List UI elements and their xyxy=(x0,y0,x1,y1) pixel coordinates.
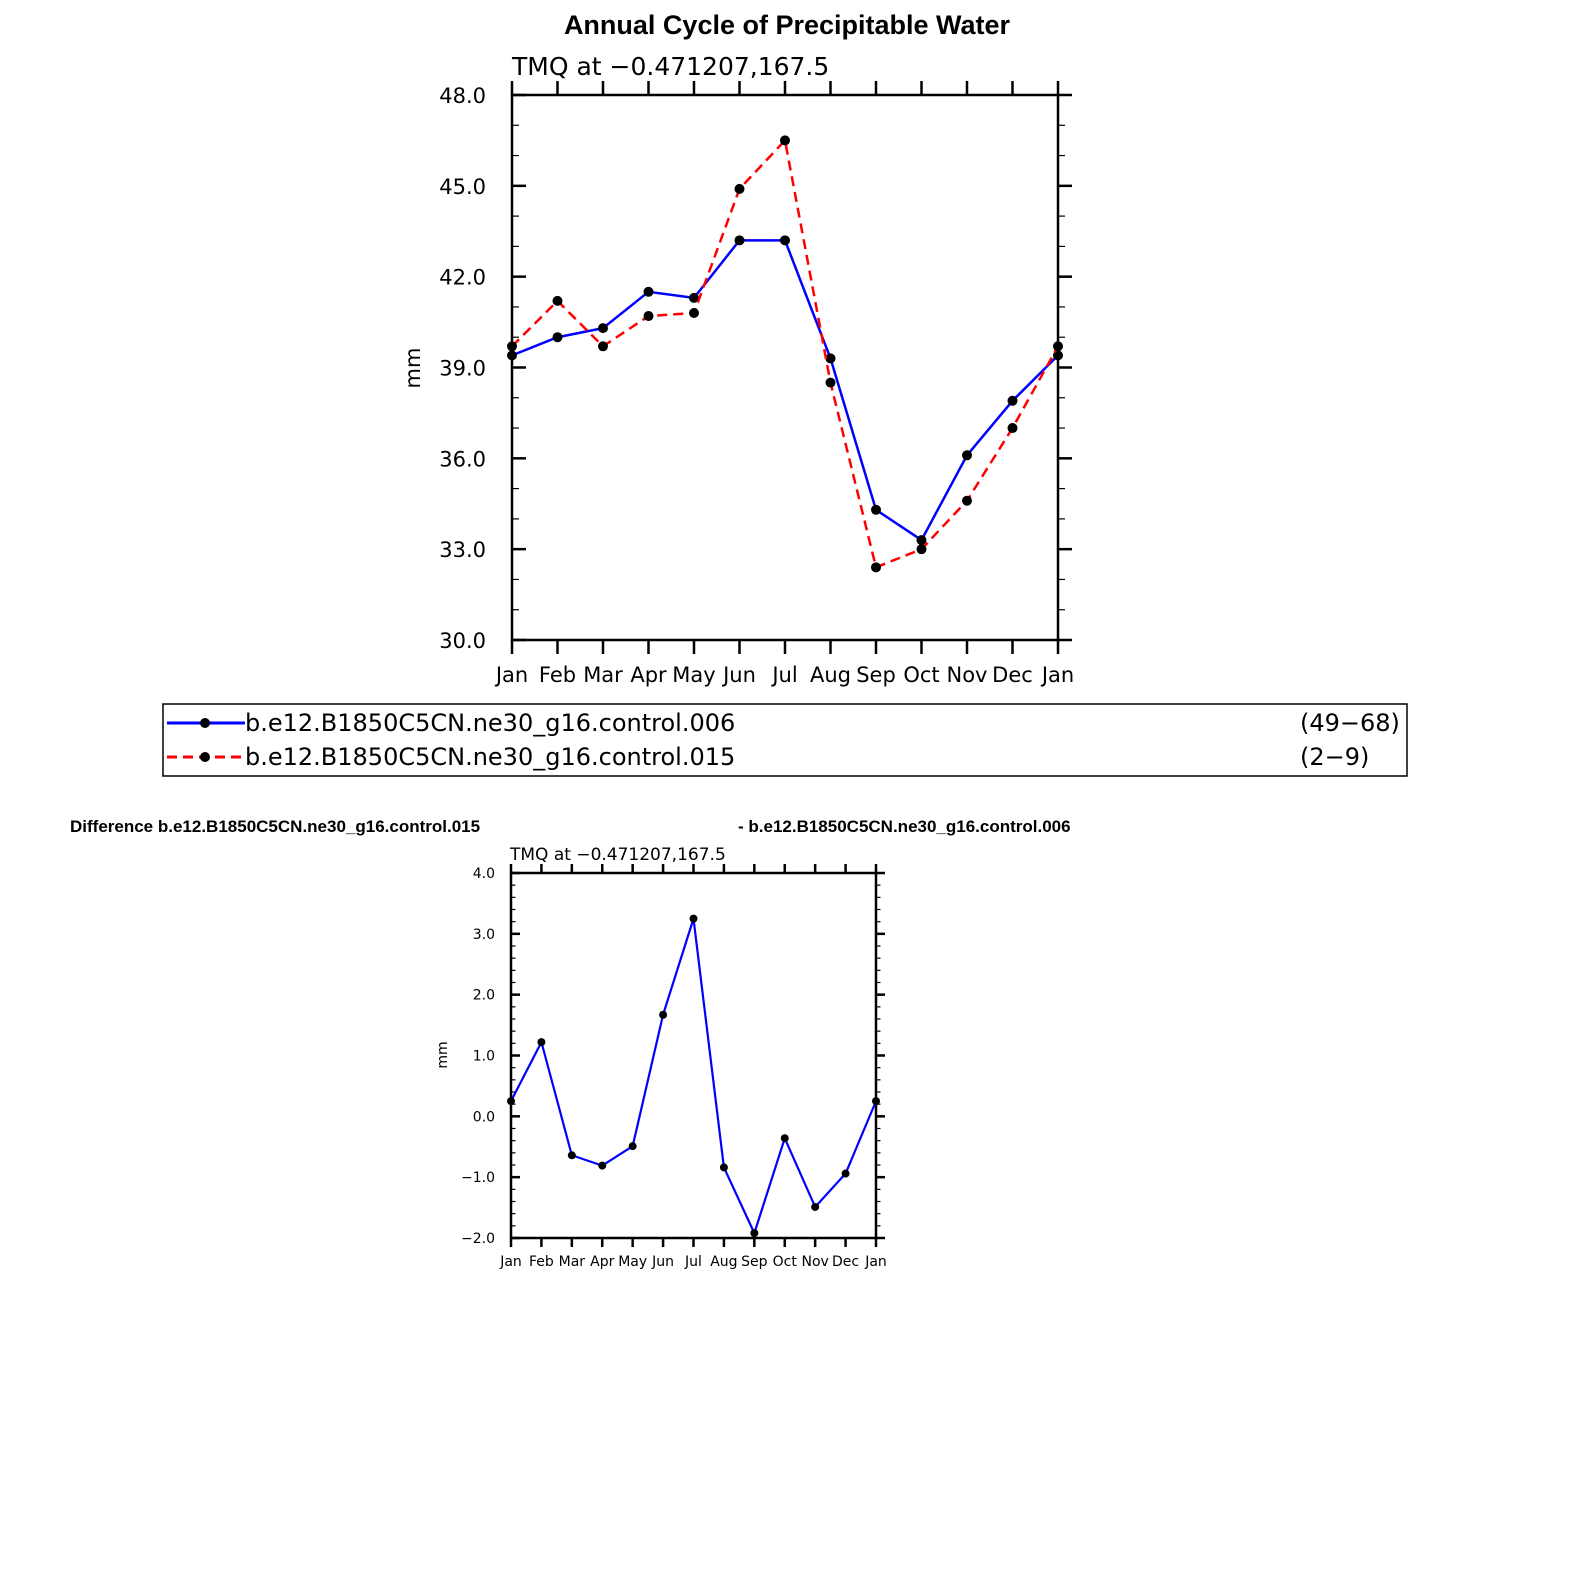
chart1-series-0-point xyxy=(1008,396,1018,406)
legend-years-015: (2−9) xyxy=(1300,743,1370,771)
chart1-series-1-point xyxy=(826,378,836,388)
chart2-xtick-label: Apr xyxy=(590,1254,615,1270)
chart1-xtick-label: Dec xyxy=(992,663,1033,687)
chart1-series-1-point xyxy=(780,135,790,145)
chart2-ytick-label: 4.0 xyxy=(472,866,495,882)
chart1-series-0-point xyxy=(871,505,881,515)
chart1-series-1-point xyxy=(871,562,881,572)
legend-marker-015 xyxy=(200,752,210,762)
chart2-series-0-point xyxy=(659,1011,667,1019)
chart1-ytick-label: 33.0 xyxy=(439,538,486,563)
chart1-xtick-label: Oct xyxy=(903,663,940,687)
chart1-xtick-label: Mar xyxy=(583,663,623,687)
chart2-xtick-label: Jun xyxy=(652,1254,675,1270)
chart1-series-0-point xyxy=(507,350,517,360)
chart1-series-line-1 xyxy=(512,140,1058,567)
chart1-ylabel: mm xyxy=(401,347,425,389)
chart2-ylabel: mm xyxy=(435,1041,451,1069)
chart2-series-0-point xyxy=(598,1162,606,1170)
chart2-plot-frame xyxy=(511,873,876,1238)
chart1-plot-frame xyxy=(512,95,1058,640)
chart2-ytick-label: −2.0 xyxy=(461,1231,495,1247)
legend-label-015: b.e12.B1850C5CN.ne30_g16.control.015 xyxy=(245,743,736,771)
chart2-ytick-label: 1.0 xyxy=(472,1048,495,1065)
legend-years-006: (49−68) xyxy=(1300,709,1400,737)
chart2-xtick-label: Feb xyxy=(529,1254,554,1270)
chart1-series-1-point xyxy=(735,184,745,194)
chart2-series-0-point xyxy=(629,1142,637,1150)
chart2-series-0-point xyxy=(537,1038,545,1046)
legend-label-006: b.e12.B1850C5CN.ne30_g16.control.006 xyxy=(245,709,736,737)
chart2-xtick-label: Dec xyxy=(832,1254,860,1270)
chart1-ytick-label: 48.0 xyxy=(439,84,486,108)
chart1-xtick-label: Nov xyxy=(946,663,988,687)
chart1-series-1-point xyxy=(1053,341,1063,351)
chart2-ytick-label: 3.0 xyxy=(472,926,495,943)
chart2-series-0-point xyxy=(720,1163,728,1171)
chart2-series-0-point xyxy=(690,915,698,923)
chart2-xtick-label: Jan xyxy=(865,1254,887,1270)
chart2-xtick-label: Sep xyxy=(741,1254,768,1270)
chart2-ytick-label: 2.0 xyxy=(472,987,495,1004)
chart2-xtick-label: Mar xyxy=(558,1254,586,1270)
chart1-series-1-point xyxy=(598,341,608,351)
chart1-xtick-label: Jan xyxy=(495,663,529,687)
chart1-series-1-point xyxy=(553,296,563,306)
chart1-ytick-label: 30.0 xyxy=(439,629,486,653)
chart1-xtick-label: Jun xyxy=(723,663,756,687)
chart1-series-1-point xyxy=(507,341,517,351)
chart2-xtick-label: Jan xyxy=(500,1254,522,1270)
chart2-xtick-label: May xyxy=(618,1254,648,1270)
chart2-subtitle: TMQ at −0.471207,167.5 xyxy=(510,845,726,865)
chart1-series-0-point xyxy=(553,332,563,342)
chart1-ytick-label: 36.0 xyxy=(439,447,486,472)
chart2-ytick-label: 0.0 xyxy=(472,1109,495,1126)
chart2-series-0-point xyxy=(750,1229,758,1237)
difference-title-right: - b.e12.B1850C5CN.ne30_g16.control.006 xyxy=(738,817,1071,836)
chart1-series-line-0 xyxy=(512,240,1058,540)
legend-marker-006 xyxy=(200,718,210,728)
chart1-xtick-label: May xyxy=(672,663,716,687)
chart2-series-0-point xyxy=(781,1134,789,1142)
chart1-xtick-label: Jul xyxy=(772,663,798,687)
chart1-series-0-point xyxy=(780,235,790,245)
chart1-series-1-point xyxy=(917,544,927,554)
chart2-xtick-label: Aug xyxy=(710,1254,738,1270)
chart1-ytick-label: 42.0 xyxy=(439,265,486,290)
chart1-xtick-label: Sep xyxy=(856,663,896,687)
chart1-ytick-label: 45.0 xyxy=(439,174,486,199)
chart1-series-0-point xyxy=(644,287,654,297)
chart1-series-1-point xyxy=(689,308,699,318)
chart1-series-0-point xyxy=(962,450,972,460)
chart1-series-0-point xyxy=(917,535,927,545)
chart1-xtick-label: Apr xyxy=(630,663,667,687)
chart1-series-1-point xyxy=(1008,423,1018,433)
difference-chart xyxy=(435,845,887,1270)
chart2-ytick-label: −1.0 xyxy=(461,1170,495,1187)
chart1-series-1-point xyxy=(962,496,972,506)
chart2-series-line-0 xyxy=(511,919,876,1234)
chart1-subtitle: TMQ at −0.471207,167.5 xyxy=(512,52,830,81)
chart1-xtick-label: Aug xyxy=(809,663,852,687)
chart2-series-0-point xyxy=(811,1203,819,1211)
chart1-series-1-point xyxy=(644,311,654,321)
chart1-ytick-label: 39.0 xyxy=(439,356,486,381)
chart2-series-0-point xyxy=(568,1151,576,1159)
figure-title: Annual Cycle of Precipitable Water xyxy=(563,10,1011,40)
chart1-xtick-label: Feb xyxy=(538,663,577,687)
chart2-series-0-point xyxy=(872,1097,880,1105)
chart1-series-0-point xyxy=(735,235,745,245)
difference-title-left: Difference b.e12.B1850C5CN.ne30_g16.control.015 xyxy=(70,817,481,836)
chart2-xtick-label: Nov xyxy=(801,1254,829,1270)
legend xyxy=(163,704,1407,776)
chart1-series-0-point xyxy=(598,323,608,333)
chart2-series-0-point xyxy=(507,1097,515,1105)
chart2-xtick-label: Oct xyxy=(772,1254,797,1270)
annual-cycle-chart xyxy=(401,52,1074,687)
chart2-xtick-label: Jul xyxy=(685,1254,702,1270)
chart2-series-0-point xyxy=(842,1170,850,1178)
chart1-xtick-label: Jan xyxy=(1041,663,1075,687)
